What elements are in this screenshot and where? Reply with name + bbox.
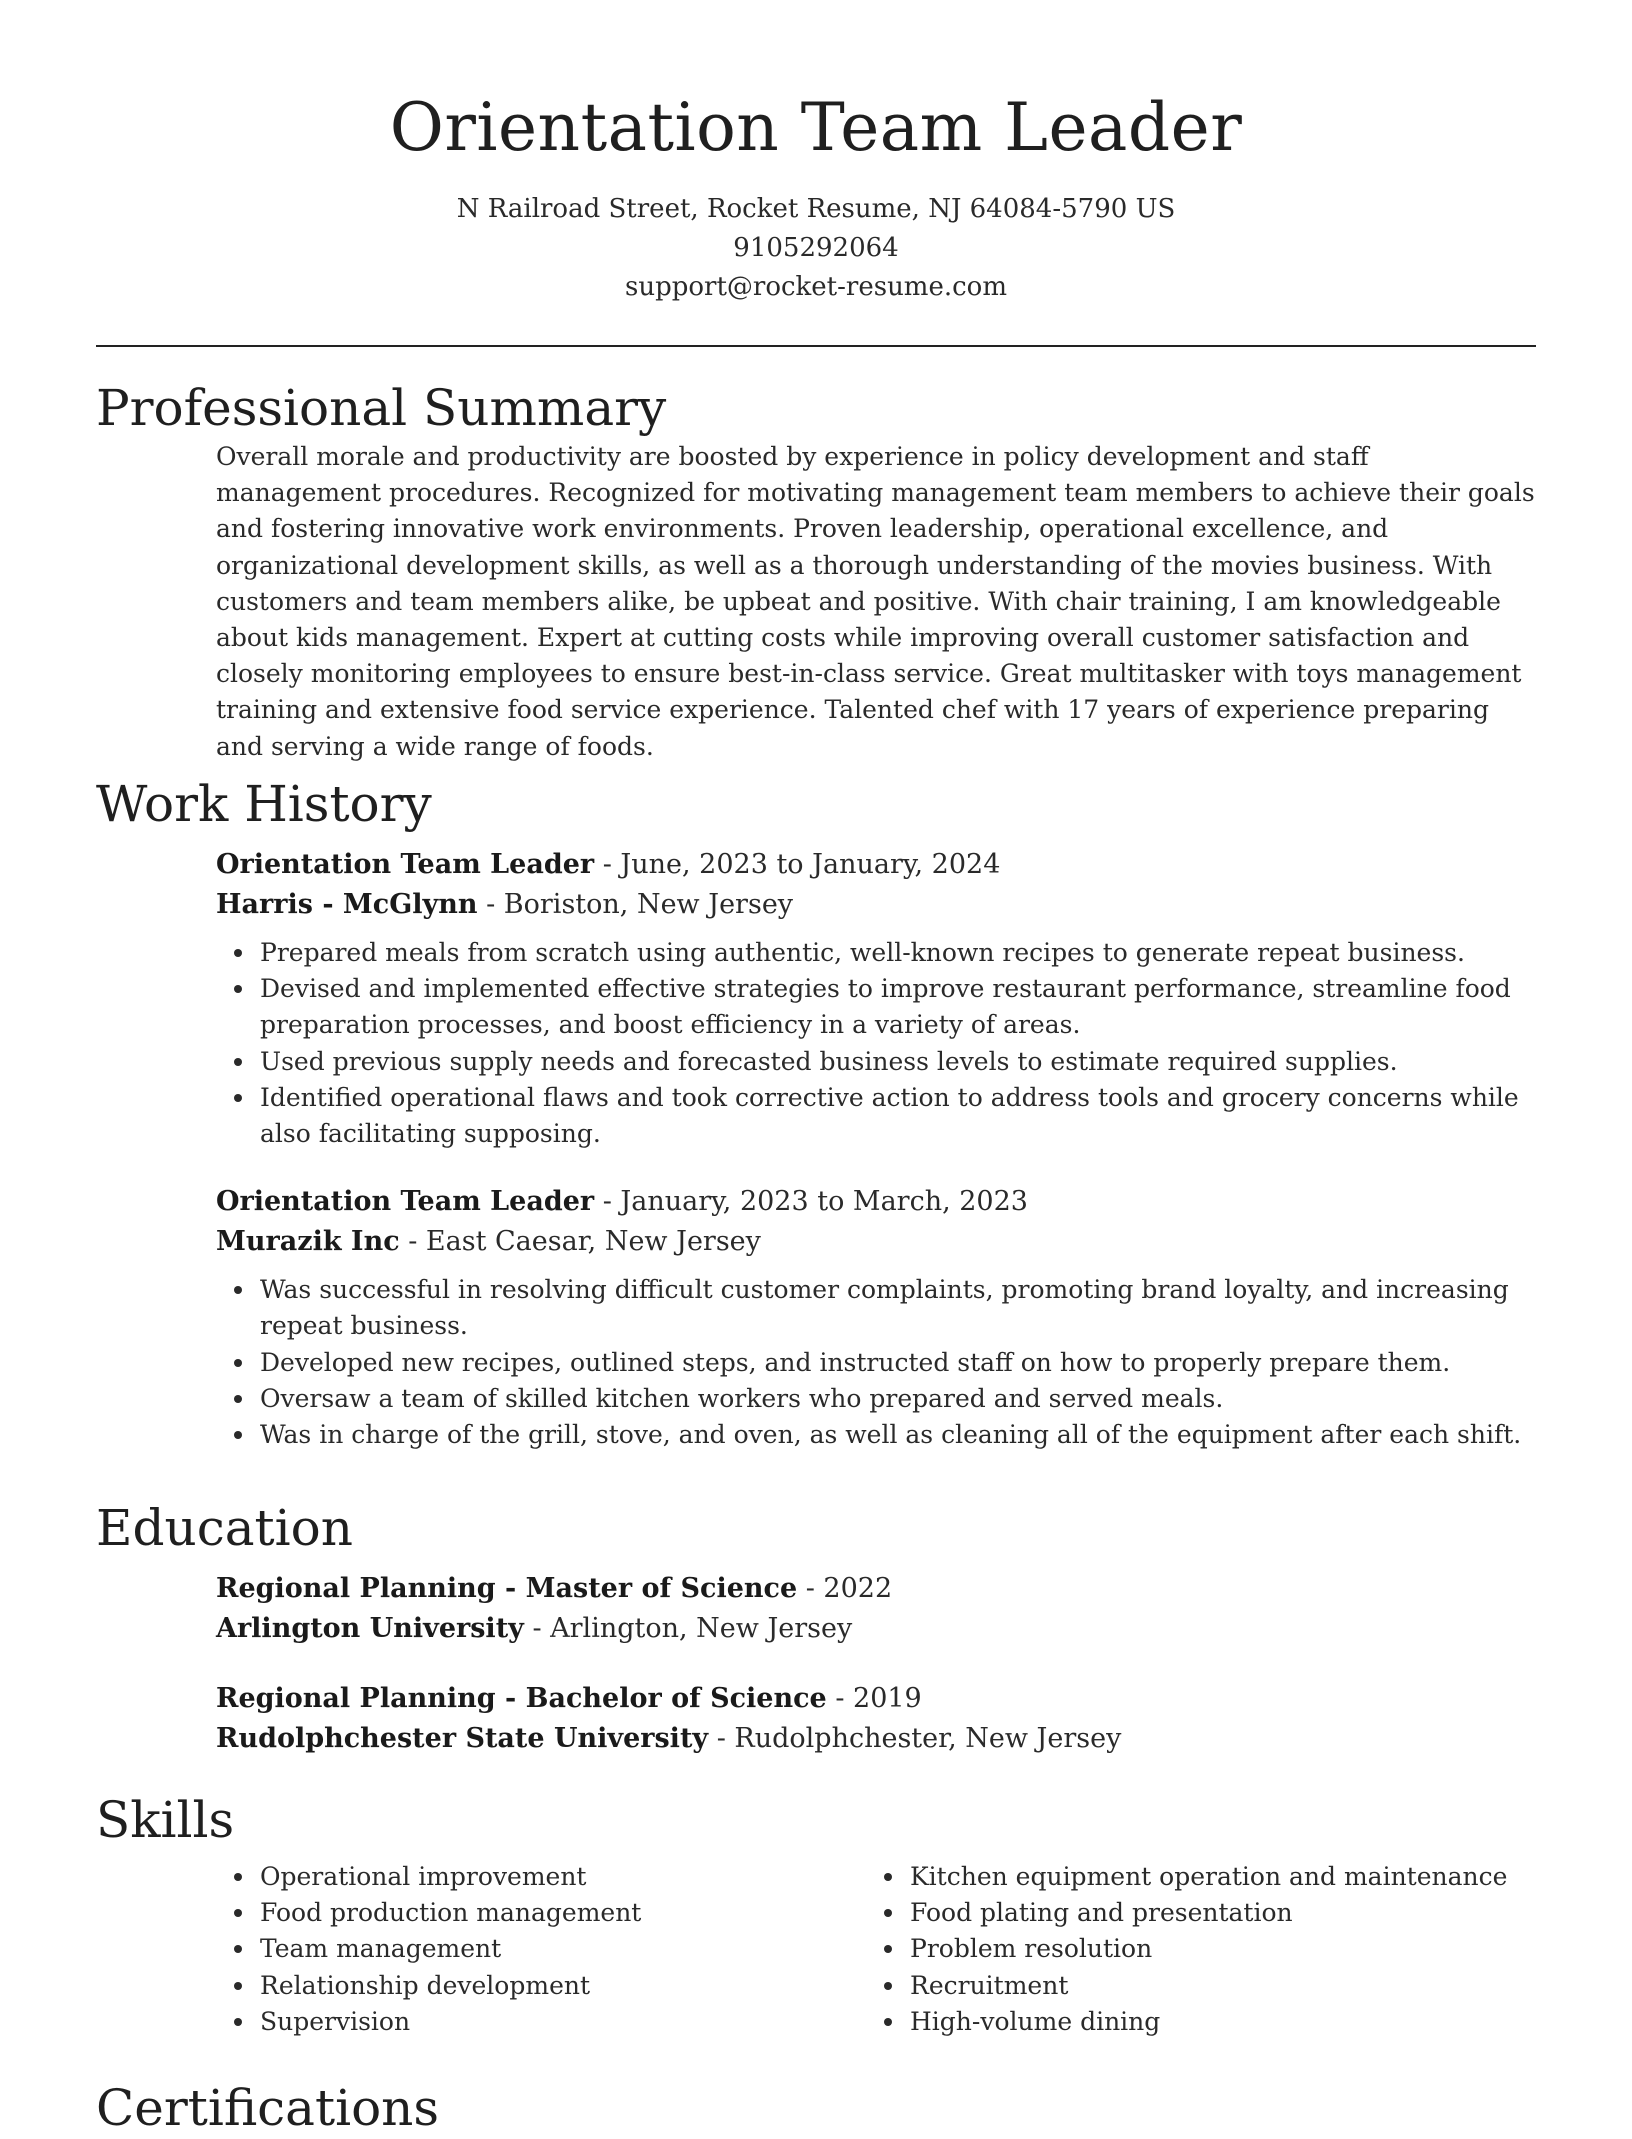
job-location: - East Caesar, New Jersey [399, 1226, 761, 1258]
job-bullet: Devised and implemented effective strategies to improve restaurant performance, streamline food preparation processes, and boost efficiency in a variety of areas. [260, 971, 1536, 1043]
skills-list [216, 1859, 866, 2040]
job-bullet: Was successful in resolving difficult customer complaints, promoting brand loyalty, and increasing repeat business. [260, 1272, 1536, 1344]
job-company: Harris - McGlynn [216, 889, 478, 920]
header-divider [96, 345, 1536, 347]
certifications-title: Certifications [96, 2079, 440, 2137]
skill-item: Team management [260, 1931, 866, 1967]
skill-item: Recruitment [910, 1968, 1516, 2004]
degree-year: - 2019 [826, 1683, 922, 1714]
school-location: - Rudolphchester, New Jersey [708, 1723, 1122, 1754]
skill-item: Operational improvement [260, 1859, 866, 1895]
summary-title: Professional Summary [96, 379, 667, 437]
job-bullet: Developed new recipes, outlined steps, and instructed staff on how to properly prepare them. [260, 1345, 1536, 1381]
job-title-line [216, 845, 1536, 885]
resume-page [96, 0, 1536, 2137]
job-role: Orientation Team Leader [216, 1186, 595, 1218]
job-bullet: Prepared meals from scratch using authentic, well-known recipes to generate repeat business. [260, 935, 1536, 971]
resume-header [96, 0, 1536, 347]
job-title-line [216, 1182, 1536, 1222]
job-role: Orientation Team Leader [216, 849, 595, 880]
job-bullet: Was in charge of the grill, stove, and oven, as well as cleaning all of the equipment after each shift. [260, 1417, 1536, 1453]
certifications-section [96, 2077, 1536, 2139]
skill-item: Food plating and presentation [910, 1895, 1516, 1931]
degree: Regional Planning - Master of Science [216, 1573, 798, 1604]
skill-item: Supervision [260, 2004, 866, 2040]
job-location: - Boriston, New Jersey [477, 889, 794, 920]
summary-text: Overall morale and productivity are boosted by experience in policy development and staff management procedures. Recognized for motivating management team members to achieve their goals and fostering innovative work environments. Proven leadership, operational excellence, and organizational development skills, as well as a thorough understanding of the movies business. With customers and team members alike, be upbeat and positive. With chair training, I am knowledgeable about kids management. Expert at cutting costs while improving overall customer satisfaction and closely monitoring employees to ensure best-in-class service. Great multitasker with toys management training and extensive food service experience. Talented chef with 17 years of experience preparing and serving a wide range of foods. [216, 442, 1535, 761]
skills-list [866, 1859, 1516, 2040]
education-title: Education [96, 1499, 353, 1557]
education-entry [216, 1679, 1536, 1759]
skill-item: Relationship development [260, 1968, 866, 2004]
job-bullet: Used previous supply needs and forecasted business levels to estimate required supplies. [260, 1044, 1536, 1080]
skill-item: High-volume dining [910, 2004, 1516, 2040]
degree-line [216, 1569, 1536, 1609]
job-company: Murazik Inc [216, 1226, 400, 1258]
education-section [96, 1497, 1536, 1759]
school-line [216, 1609, 1536, 1649]
skills-columns [216, 1859, 1536, 2040]
school-location: - Arlington, New Jersey [523, 1613, 853, 1644]
skill-item: Problem resolution [910, 1931, 1516, 1967]
summary-section [96, 377, 1536, 765]
work-history-title: Work History [96, 775, 432, 833]
address: N Railroad Street, Rocket Resume, NJ 64084-5790 US [456, 194, 1176, 224]
school-line [216, 1719, 1536, 1759]
email: support@rocket-resume.com [624, 272, 1007, 302]
job-bullet: Oversaw a team of skilled kitchen workers who prepared and served meals. [260, 1381, 1536, 1417]
skill-item: Food production management [260, 1895, 866, 1931]
job-company-line [216, 1222, 1536, 1262]
skills-column-right [866, 1859, 1516, 2040]
candidate-name: Orientation Team Leader [389, 89, 1243, 166]
job-company-line [216, 885, 1536, 925]
skills-title: Skills [96, 1791, 235, 1849]
degree: Regional Planning - Bachelor of Science [216, 1683, 827, 1714]
degree-line [216, 1679, 1536, 1719]
degree-year: - 2022 [797, 1573, 893, 1604]
education-entry [216, 1569, 1536, 1649]
skills-section [96, 1789, 1536, 2040]
skills-column-left [216, 1859, 866, 2040]
school: Rudolphchester State University [216, 1723, 709, 1754]
phone: 9105292064 [733, 233, 899, 263]
job-entry [216, 1182, 1536, 1453]
school: Arlington University [216, 1613, 524, 1644]
skill-item: Kitchen equipment operation and maintenance [910, 1859, 1516, 1895]
work-history-section [96, 773, 1536, 1453]
job-bullet: Identified operational flaws and took corrective action to address tools and grocery concerns while also facilitating supposing. [260, 1080, 1536, 1152]
job-bullets [216, 1272, 1536, 1453]
job-dates: - January, 2023 to March, 2023 [594, 1186, 1028, 1218]
job-dates: - June, 2023 to January, 2024 [594, 849, 1001, 880]
job-bullets [216, 935, 1536, 1152]
job-entry [216, 845, 1536, 1152]
